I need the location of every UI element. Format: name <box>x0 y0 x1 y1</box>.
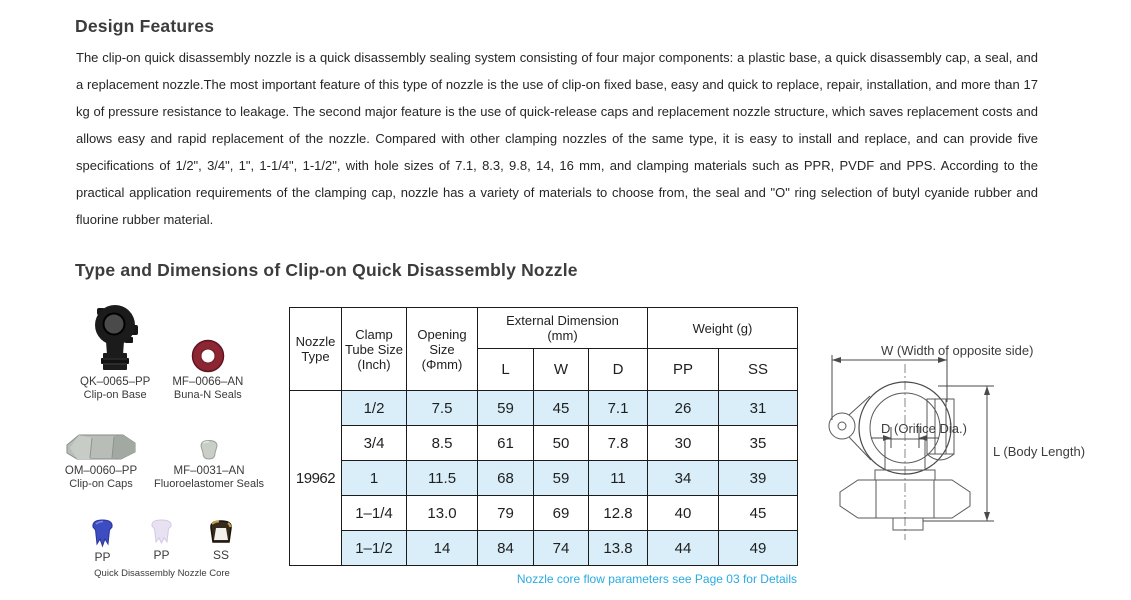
external-dimension-label: External Dimension <box>506 313 619 328</box>
table-row <box>290 391 798 426</box>
table-cell: 12.8 <box>589 496 648 531</box>
product-code: MF–0031–AN <box>173 465 245 477</box>
product-name: Clip-on Base <box>83 389 147 401</box>
table-cell: 39 <box>719 461 798 496</box>
table-cell: 7.1 <box>589 391 648 426</box>
table-cell: 7.8 <box>589 426 648 461</box>
section-title: Type and Dimensions of Clip-on Quick Disassembly Nozzle <box>75 260 578 280</box>
col-header-clamp-tube: Clamp Tube Size (Inch) <box>342 308 407 391</box>
table-cell: 11.5 <box>407 461 478 496</box>
o-ring-icon <box>191 339 225 373</box>
nozzle-core-caption: Quick Disassembly Nozzle Core <box>94 568 230 579</box>
nozzle-core-ss <box>208 518 234 564</box>
table-cell: 84 <box>478 531 534 566</box>
table-cell: 11 <box>589 461 648 496</box>
table-cell: 68 <box>478 461 534 496</box>
table-cell: 49 <box>719 531 798 566</box>
table-row <box>290 496 798 531</box>
table-cell: 44 <box>648 531 719 566</box>
product-group-caps-seals <box>64 428 264 490</box>
product-code: OM–0060–PP <box>64 465 138 477</box>
product-clip-on-base <box>80 303 150 401</box>
external-dimension-unit: (mm) <box>547 328 578 343</box>
buna-n-seal-image <box>191 303 225 373</box>
table-cell: 35 <box>719 426 798 461</box>
product-name: Fluoroelastomer Seals <box>154 478 265 490</box>
table-cell: 13.8 <box>589 531 648 566</box>
table-cell: 45 <box>534 391 589 426</box>
col-header-w: W <box>534 349 589 391</box>
nozzle-core-blue-icon <box>90 518 115 548</box>
table-cell: 74 <box>534 531 589 566</box>
table-cell: 59 <box>478 391 534 426</box>
table-cell: 7.5 <box>407 391 478 426</box>
table-cell: 59 <box>534 461 589 496</box>
table-row <box>290 531 798 566</box>
table-row <box>290 426 798 461</box>
clip-on-base-icon <box>85 303 145 373</box>
col-header-d: D <box>589 349 648 391</box>
nozzle-core-ss-icon <box>208 518 234 546</box>
nozzle-core-pp-natural <box>149 518 174 564</box>
nozzle-core-pp-blue <box>90 518 115 564</box>
table-cell: 31 <box>719 391 798 426</box>
product-code: QK–0065–PP <box>80 376 151 388</box>
col-header-nozzle-type: Nozzle Type <box>290 308 342 391</box>
product-buna-n-seals <box>172 303 243 401</box>
page-title: Design Features <box>75 16 215 36</box>
dimension-label-w: W (Width of opposite side) <box>881 343 1034 358</box>
product-group-base-seals <box>80 303 243 401</box>
table-cell: 1 <box>342 461 407 496</box>
col-header-l: L <box>478 349 534 391</box>
spec-table <box>289 307 798 566</box>
col-header-ss: SS <box>719 349 798 391</box>
col-header-pp: PP <box>648 349 719 391</box>
core-material-label: PP <box>153 548 170 562</box>
table-cell: 34 <box>648 461 719 496</box>
table-cell: 61 <box>478 426 534 461</box>
nozzle-core-natural-icon <box>149 518 174 546</box>
product-name: Clip-on Caps <box>69 478 133 490</box>
product-code: MF–0066–AN <box>172 376 244 388</box>
table-cell: 1/2 <box>342 391 407 426</box>
table-row <box>290 461 798 496</box>
seal-plug-icon <box>196 438 222 462</box>
table-cell: 79 <box>478 496 534 531</box>
technical-drawing <box>815 336 1120 556</box>
col-header-weight: Weight (g) <box>648 308 798 349</box>
table-cell: 1–1/4 <box>342 496 407 531</box>
nozzle-type-value: 19962 <box>290 391 342 566</box>
design-features-paragraph: The clip-on quick disassembly nozzle is a quick disassembly sealing system consisting of four major components: a plastic base, a quick disassembly cap, a seal, and a replacement nozzle.The most important feature of this type of nozzle is the use of clip-on fixed base, easy and quick to replace, repair, installation, and more than 17 kg of pressure resistance to leakage. The second major feature is the use of quick-release caps and replacement nozzle structure, which saves replacement costs and allows easy and rapid replacement of the nozzle. Compared with other clamping nozzles of the same type, it is easy to install and replace, and can provide five specifications of 1/2", 3/4", 1", 1-1/4", 1-1/2", with hole sizes of 7.1, 8.3, 9.8, 14, 16 mm, and clamping materials such as PPR, PVDF and PPS. According to the practical application requirements of the clamping cap, nozzle has a variety of materials to choose from, the seal and "O" ring selection of butyl cyanide rubber and fluorine rubber material. <box>76 50 1038 227</box>
cap-icon <box>64 432 138 462</box>
table-cell: 30 <box>648 426 719 461</box>
core-material-label: PP <box>94 550 111 564</box>
table-cell: 13.0 <box>407 496 478 531</box>
table-cell: 69 <box>534 496 589 531</box>
table-cell: 3/4 <box>342 426 407 461</box>
product-name: Buna-N Seals <box>173 389 242 401</box>
col-header-external-dimension <box>478 308 648 349</box>
product-clip-on-caps <box>64 428 138 490</box>
product-fluoroelastomer-seals <box>154 428 264 490</box>
footnote-link-text: Nozzle core flow parameters see Page 03 for Details <box>516 572 797 586</box>
table-cell: 40 <box>648 496 719 531</box>
table-cell: 50 <box>534 426 589 461</box>
dimension-label-l: L (Body Length) <box>993 444 1086 459</box>
dimension-label-d: D (Orifice Dia.) <box>881 421 967 436</box>
fluoroelastomer-seal-image <box>196 428 222 462</box>
col-header-opening: Opening Size (Φmm) <box>407 308 478 391</box>
table-cell: 8.5 <box>407 426 478 461</box>
table-cell: 1–1/2 <box>342 531 407 566</box>
table-cell: 14 <box>407 531 478 566</box>
table-cell: 45 <box>719 496 798 531</box>
core-material-label: SS <box>212 548 229 562</box>
table-cell: 26 <box>648 391 719 426</box>
hinge-ear <box>829 413 855 439</box>
clip-on-cap-image <box>64 428 138 462</box>
clip-on-base-image <box>85 303 145 373</box>
nozzle-core-group <box>84 518 240 579</box>
